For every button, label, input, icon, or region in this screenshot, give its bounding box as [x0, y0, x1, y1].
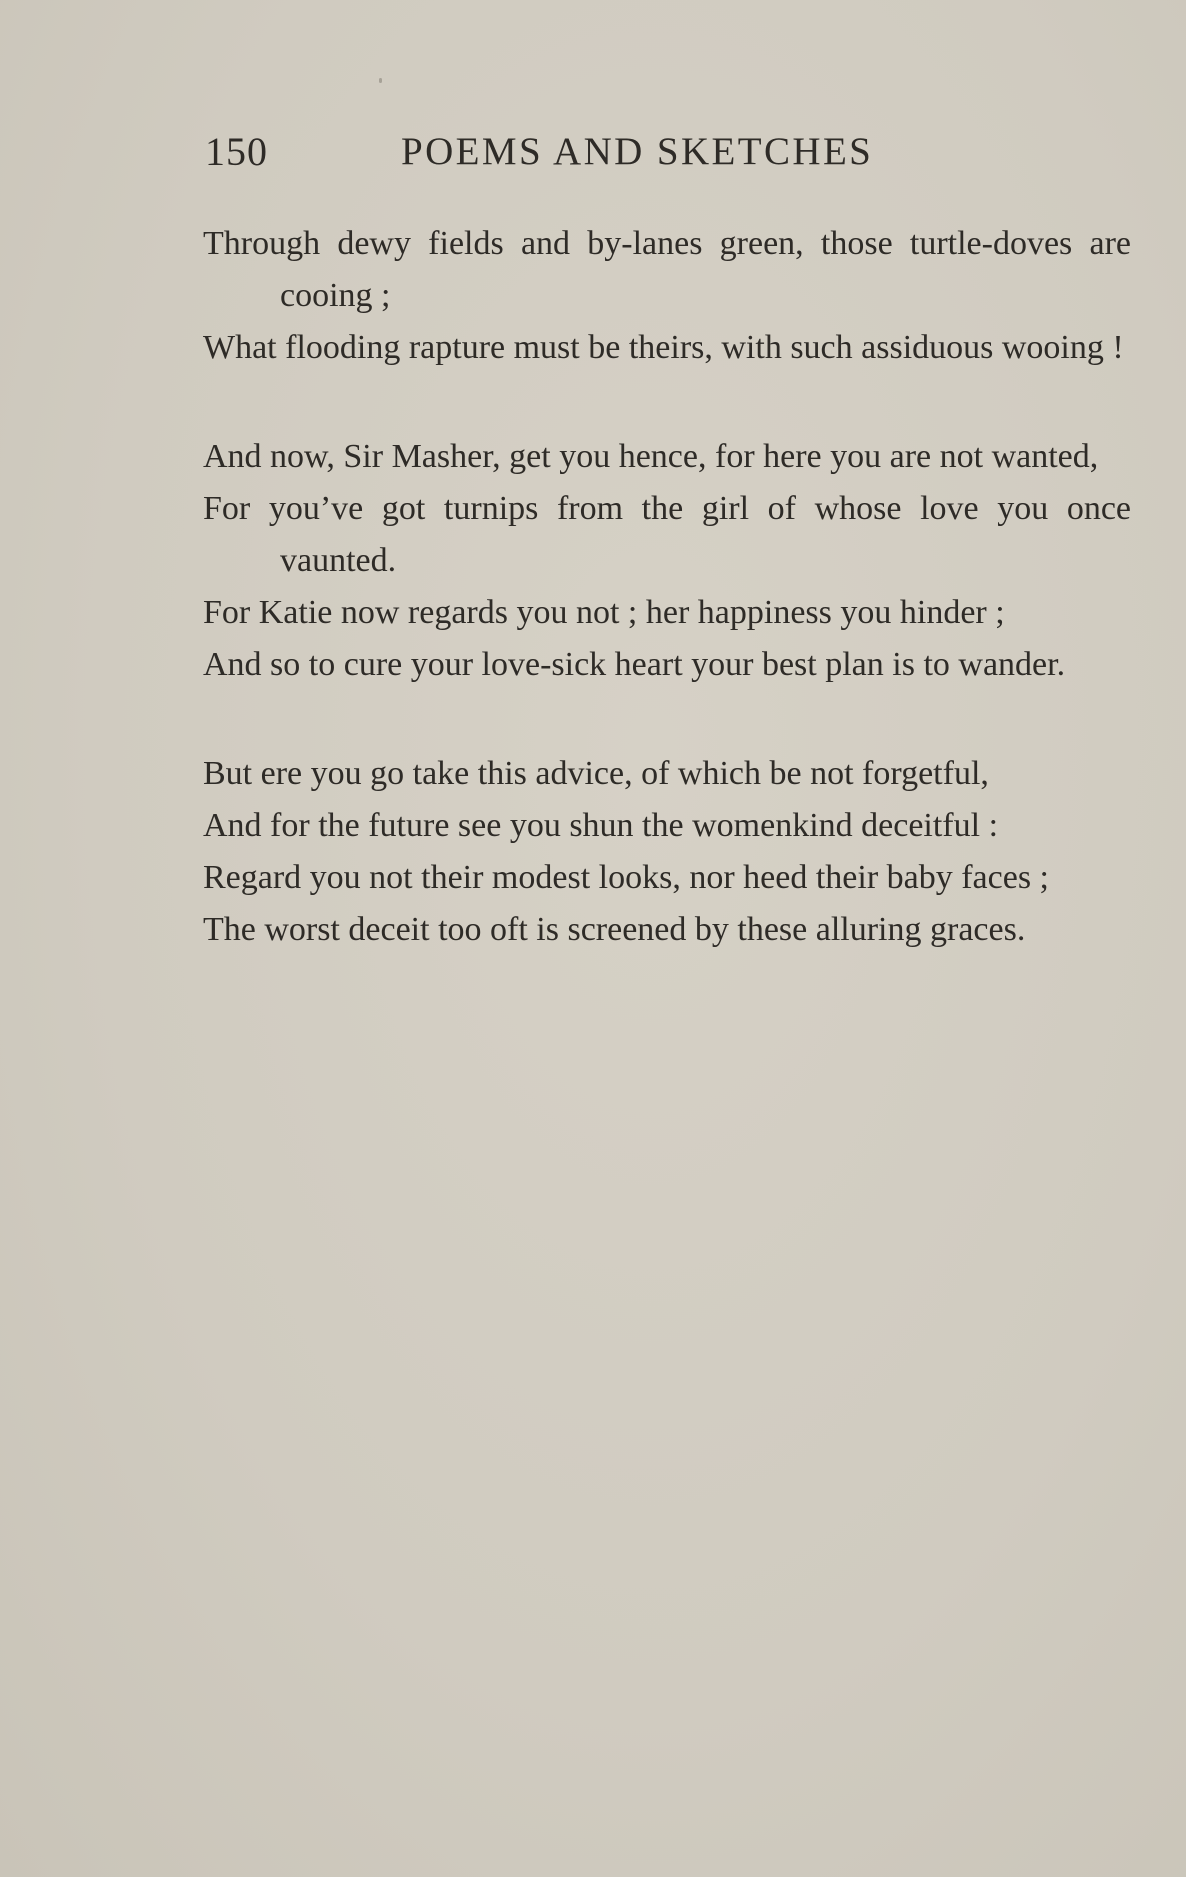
poem-line: And now, Sir Masher, get you hence, for here you are not wanted, [203, 438, 1099, 475]
page-header [205, 128, 945, 176]
poem-line: Through dewy fields and by-lanes green, those turtle-doves are cooing ; [203, 225, 1131, 314]
poem-line: For Katie now regards you not ; her happiness you hinder ; [203, 594, 1005, 631]
poem-line: Regard you not their modest looks, nor heed their baby faces ; [203, 859, 1049, 896]
poem-line: And so to cure your love-sick heart your best plan is to wander. [203, 646, 1066, 683]
stanza [203, 431, 1131, 691]
poem-line: The worst deceit too oft is screened by these alluring graces. [203, 911, 1026, 948]
running-head: POEMS AND SKETCHES [401, 130, 874, 173]
poem-line: What flooding rapture must be theirs, with such assiduous wooing ! [203, 329, 1124, 366]
stanza [203, 218, 1131, 374]
paper-speck [379, 78, 382, 83]
page-number: 150 [205, 129, 268, 174]
poem-line: And for the future see you shun the womenkind deceitful : [203, 807, 999, 844]
poem-body [203, 218, 1131, 1013]
stanza [203, 748, 1131, 956]
poem-line: For you’ve got turnips from the girl of whose love you once vaunted. [203, 490, 1131, 579]
poem-line: But ere you go take this advice, of which be not forgetful, [203, 755, 989, 792]
